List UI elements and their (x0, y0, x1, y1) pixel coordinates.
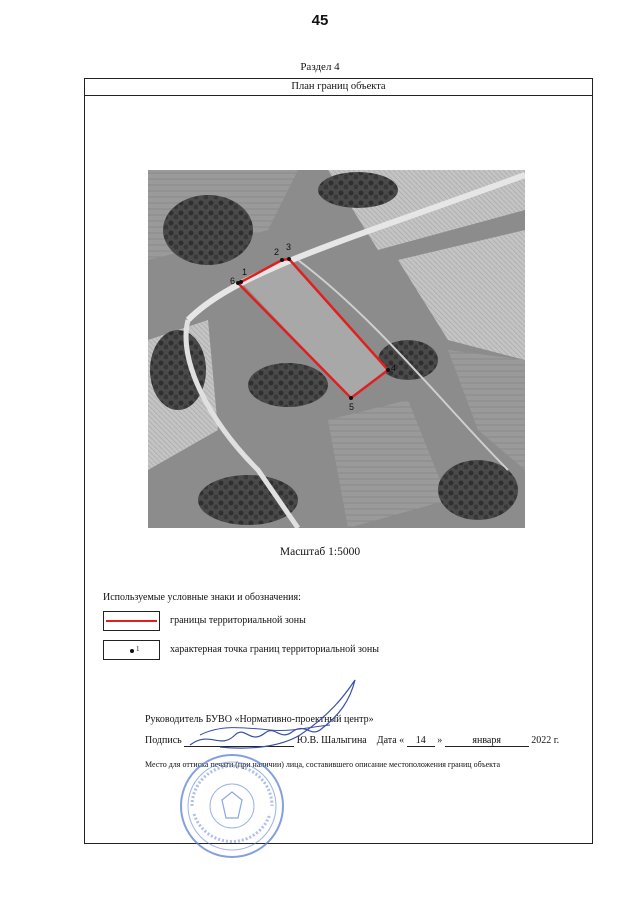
legend-title: Используемые условные знаки и обозначения: (103, 592, 301, 603)
map-point-label: 5 (349, 402, 355, 412)
frame-header: План границ объекта (85, 79, 592, 96)
signer-name: Ю.В. Шалыгина (296, 735, 367, 746)
legend-boundary-symbol (103, 611, 160, 631)
official-stamp (178, 752, 286, 860)
date-year: 2022 г. (531, 735, 560, 746)
date-label: Дата « (376, 735, 405, 746)
red-line-symbol (106, 620, 157, 622)
aerial-map (148, 170, 525, 528)
date-close: » (437, 735, 443, 746)
head-line: Руководитель БУВО «Нормативно-проектный центр» (145, 714, 374, 725)
scale-text: Масштаб 1:5000 (279, 546, 361, 558)
legend-point-text: характерная точка границ территориальной зоны (170, 644, 379, 655)
map-point-label: 2 (274, 247, 280, 257)
map-point-label: 3 (286, 242, 292, 252)
podpis-label: Подпись (145, 735, 182, 746)
stamp-note: Место для оттиска печати (при наличии) лица, составившего описание местоположения границ объекта (145, 760, 501, 769)
date-day: 14 (407, 735, 435, 747)
date-month: января (445, 735, 529, 747)
map-point-label: 6 (230, 276, 236, 286)
legend-point-symbol (103, 640, 160, 660)
legend-point-label: 1 (136, 645, 140, 653)
map-point-label: 4 (391, 363, 397, 373)
section-title: Раздел 4 (300, 61, 340, 73)
map-point-label: 1 (242, 267, 248, 277)
legend-boundary-text: границы территориальной зоны (170, 615, 306, 626)
page-number: 45 (311, 12, 329, 29)
point-dot-icon (130, 649, 134, 653)
